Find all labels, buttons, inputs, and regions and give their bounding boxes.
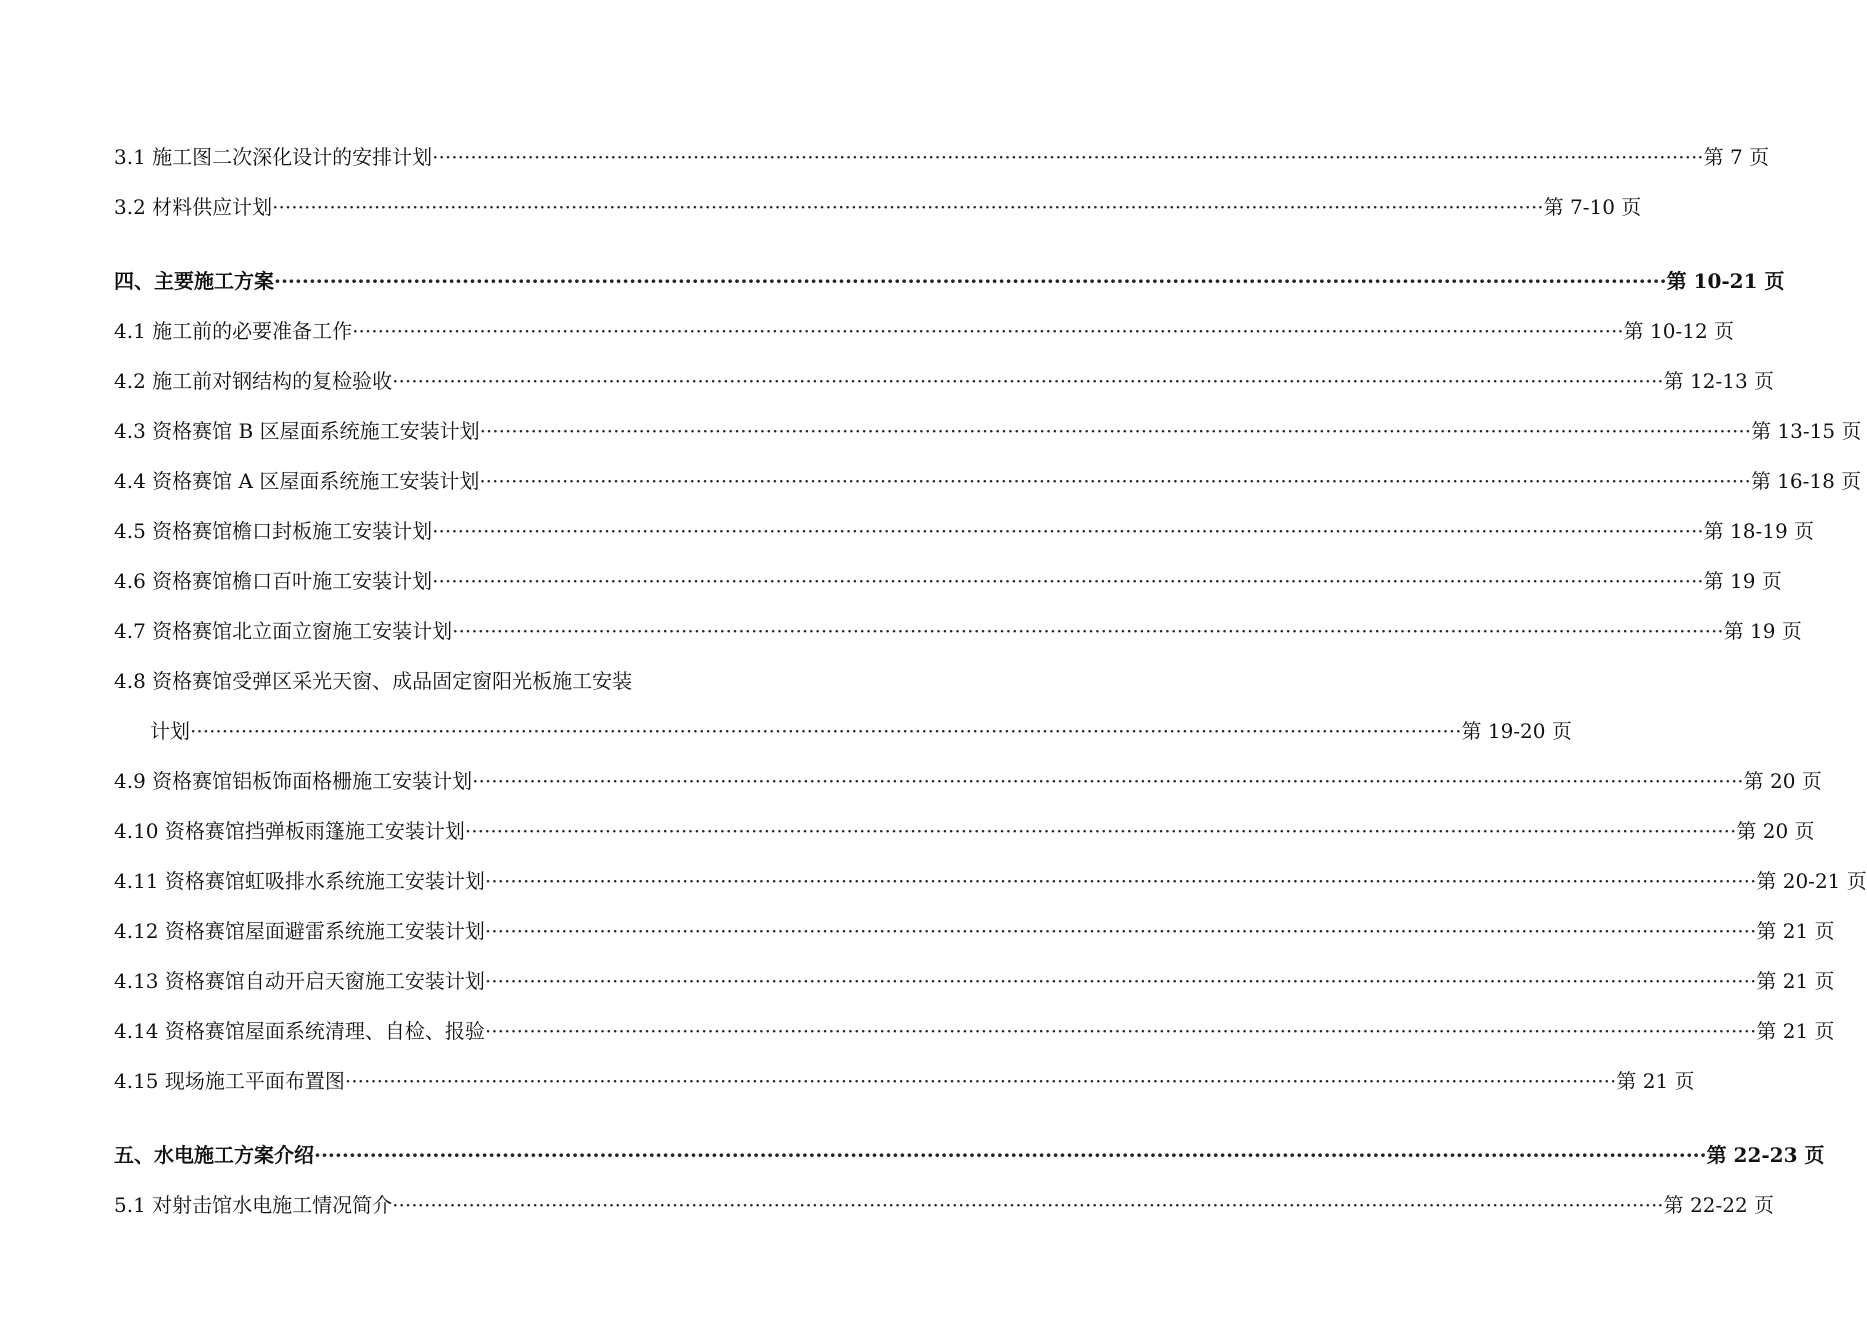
- toc-heading-title: 四、主要施工方案: [114, 269, 274, 293]
- toc-item-page: 第 19 页: [1723, 619, 1802, 643]
- toc-item-title: 3.1 施工图二次深化设计的安排计划: [114, 145, 433, 169]
- toc-heading-page: 第 10-21 页: [1666, 269, 1785, 293]
- toc-leader-dots: ········································································································································································································: [274, 269, 1667, 293]
- toc-item-4-10[interactable]: [114, 806, 1815, 856]
- toc-item-4-6[interactable]: [114, 556, 1782, 606]
- toc-item-page: 第 18-19 页: [1703, 519, 1815, 543]
- toc-item-page: 第 21 页: [1756, 1019, 1835, 1043]
- toc-leader-dots: ········································································································································································································: [479, 419, 1752, 443]
- toc-item-4-14[interactable]: [114, 1006, 1835, 1056]
- toc-item-title: 4.1 施工前的必要准备工作: [114, 319, 353, 343]
- toc-item-4-7[interactable]: [114, 606, 1802, 656]
- toc-item-page: 第 10-12 页: [1623, 319, 1735, 343]
- toc-item-page: 第 22-22 页: [1663, 1193, 1775, 1217]
- toc-item-title: 4.10 资格赛馆挡弹板雨篷施工安装计划: [114, 819, 465, 843]
- toc-item-page: 第 21 页: [1616, 1069, 1695, 1093]
- toc-leader-dots: ········································································································································································································: [392, 1193, 1664, 1217]
- toc-heading-section-5[interactable]: [114, 1130, 1825, 1180]
- toc-item-title: 4.6 资格赛馆檐口百叶施工安装计划: [114, 569, 433, 593]
- toc-item-4-8-line2[interactable]: [114, 706, 1572, 756]
- toc-item-page: 第 12-13 页: [1663, 369, 1775, 393]
- toc-leader-dots: ········································································································································································································: [464, 819, 1737, 843]
- toc-item-3-1[interactable]: [114, 132, 1770, 182]
- toc-item-title: 4.9 资格赛馆铝板饰面格栅施工安装计划: [114, 769, 473, 793]
- toc-leader-dots: ········································································································································································································: [484, 869, 1757, 893]
- toc-item-page: 第 16-18 页: [1750, 469, 1862, 493]
- toc-item-title: 4.14 资格赛馆屋面系统清理、自检、报验: [114, 1019, 485, 1043]
- toc-heading-page: 第 22-23 页: [1706, 1143, 1825, 1167]
- toc-leader-dots: ········································································································································································································: [432, 569, 1704, 593]
- toc-item-title: 5.1 对射击馆水电施工情况简介: [114, 1193, 393, 1217]
- toc-item-page: 第 20 页: [1736, 819, 1815, 843]
- toc-leader-dots: ········································································································································································································: [392, 369, 1664, 393]
- toc-leader-dots: ········································································································································································································: [484, 919, 1757, 943]
- toc-item-title: 4.4 资格赛馆 A 区屋面系统施工安装计划: [114, 469, 480, 493]
- toc-leader-dots: ········································································································································································································: [314, 1143, 1707, 1167]
- toc-item-title: 4.11 资格赛馆虹吸排水系统施工安装计划: [114, 869, 485, 893]
- toc-item-title: 4.2 施工前对钢结构的复检验收: [114, 369, 393, 393]
- toc-item-title: 3.2 材料供应计划: [114, 195, 273, 219]
- toc-heading-section-4[interactable]: [114, 256, 1785, 306]
- toc-item-page: 第 13-15 页: [1751, 419, 1862, 443]
- toc-leader-dots: ········································································································································································································: [432, 519, 1704, 543]
- toc-leader-dots: ········································································································································································································: [432, 145, 1704, 169]
- toc-leader-dots: ········································································································································································································: [479, 469, 1751, 493]
- toc-item-4-11[interactable]: [114, 856, 1867, 906]
- toc-item-4-9[interactable]: [114, 756, 1822, 806]
- table-of-contents: [114, 132, 1867, 1230]
- toc-leader-dots: ········································································································································································································: [452, 619, 1724, 643]
- toc-item-4-3[interactable]: [114, 406, 1862, 456]
- toc-item-page: 第 20-21 页: [1756, 869, 1867, 893]
- toc-item-4-1[interactable]: [114, 306, 1735, 356]
- toc-item-title: 4.13 资格赛馆自动开启天窗施工安装计划: [114, 969, 485, 993]
- toc-leader-dots: ········································································································································································································: [484, 969, 1757, 993]
- toc-item-title: 4.5 资格赛馆檐口封板施工安装计划: [114, 519, 433, 543]
- toc-item-page: 第 7-10 页: [1543, 195, 1642, 219]
- toc-item-title: 4.7 资格赛馆北立面立窗施工安装计划: [114, 619, 453, 643]
- toc-item-4-4[interactable]: [114, 456, 1862, 506]
- toc-item-3-2[interactable]: [114, 182, 1642, 232]
- toc-leader-dots: ········································································································································································································: [472, 769, 1744, 793]
- toc-leader-dots: ········································································································································································································: [272, 195, 1544, 219]
- toc-item-4-8-line1[interactable]: [114, 656, 834, 706]
- toc-item-4-5[interactable]: [114, 506, 1815, 556]
- toc-heading-title: 五、水电施工方案介绍: [114, 1143, 314, 1167]
- toc-item-4-13[interactable]: [114, 956, 1835, 1006]
- toc-item-page: 第 20 页: [1743, 769, 1822, 793]
- toc-item-title: 4.12 资格赛馆屋面避雷系统施工安装计划: [114, 919, 485, 943]
- toc-item-page: 第 19-20 页: [1461, 719, 1572, 743]
- toc-item-title-continued: 计划: [150, 719, 190, 743]
- toc-leader-dots: ········································································································································································································: [344, 1069, 1617, 1093]
- toc-item-title: 4.15 现场施工平面布置图: [114, 1069, 345, 1093]
- toc-item-4-15[interactable]: [114, 1056, 1695, 1106]
- toc-item-page: 第 21 页: [1756, 969, 1835, 993]
- toc-item-page: 第 7 页: [1703, 145, 1770, 169]
- toc-leader-dots: ········································································································································································································: [352, 319, 1624, 343]
- toc-item-title: 4.8 资格赛馆受弹区采光天窗、成品固定窗阳光板施工安装: [114, 669, 633, 693]
- toc-item-page: 第 19 页: [1703, 569, 1782, 593]
- toc-item-5-1[interactable]: [114, 1180, 1775, 1230]
- toc-leader-dots: ········································································································································································································: [484, 1019, 1757, 1043]
- toc-item-page: 第 21 页: [1756, 919, 1835, 943]
- toc-item-4-12[interactable]: [114, 906, 1835, 956]
- toc-item-title: 4.3 资格赛馆 B 区屋面系统施工安装计划: [114, 419, 480, 443]
- toc-item-4-2[interactable]: [114, 356, 1775, 406]
- toc-leader-dots: ········································································································································································································: [190, 719, 1462, 743]
